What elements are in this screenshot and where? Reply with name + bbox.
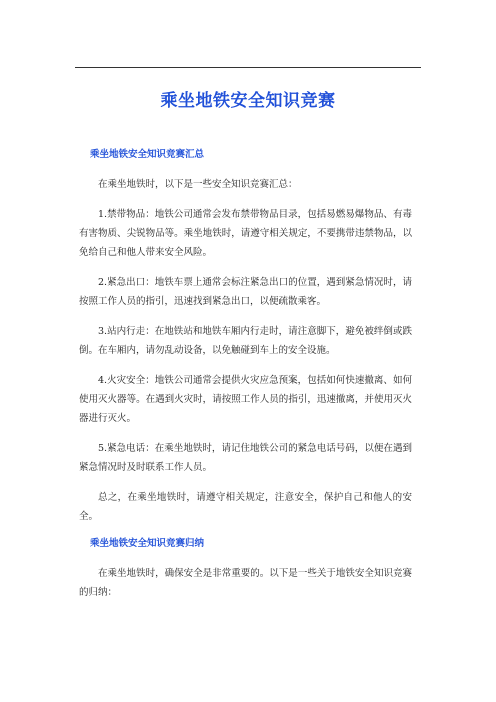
paragraph: 4.火灾安全：地铁公司通常会提供火灾应急预案，包括如何快速撤离、如何使用灭火器等。在遇到火灾时，请按照工作人员的指引，迅速撤离，并使用灭火器进行灭火。: [79, 375, 412, 424]
paragraph: 在乘坐地铁时，以下是一些安全知识竞赛汇总：: [98, 179, 298, 190]
paragraph: 3.站内行走：在地铁站和地铁车厢内行走时，请注意脚下，避免被绊倒或跌倒。在车厢内，请勿乱动设备，以免触碰到车上的安全设施。: [79, 326, 412, 356]
paragraph: 总之，在乘坐地铁时，请遵守相关规定，注意安全，保护自己和他人的安全。: [79, 492, 412, 522]
document-title: 乘坐地铁安全知识竞赛: [160, 91, 336, 111]
section-heading-induction: 乘坐地铁安全知识竞赛归纳: [90, 538, 205, 549]
document-body: [79, 148, 423, 613]
paragraph: 2.紧急出口：地铁车票上通常会标注紧急出口的位置，遇到紧急情况时，请按照工作人员的指引，迅速找到紧急出口，以便疏散乘客。: [79, 277, 412, 307]
paragraph: 1.禁带物品：地铁公司通常会发布禁带物品目录，包括易燃易爆物品、有毒有害物质、尖锐物品等。乘坐地铁时，请遵守相关规定，不要携带违禁物品，以免给自己和他人带来安全风险。: [79, 209, 412, 258]
paragraph: 5.紧急电话：在乘坐地铁时，请记住地铁公司的紧急电话号码，以便在遇到紧急情况时及时联系工作人员。: [79, 443, 412, 473]
paragraph: 在乘坐地铁时，确保安全是非常重要的。以下是一些关于地铁安全知识竞赛的归纳：: [79, 568, 412, 598]
header-rule: [75, 67, 421, 68]
section-heading-summary: 乘坐地铁安全知识竞赛汇总: [90, 149, 205, 160]
